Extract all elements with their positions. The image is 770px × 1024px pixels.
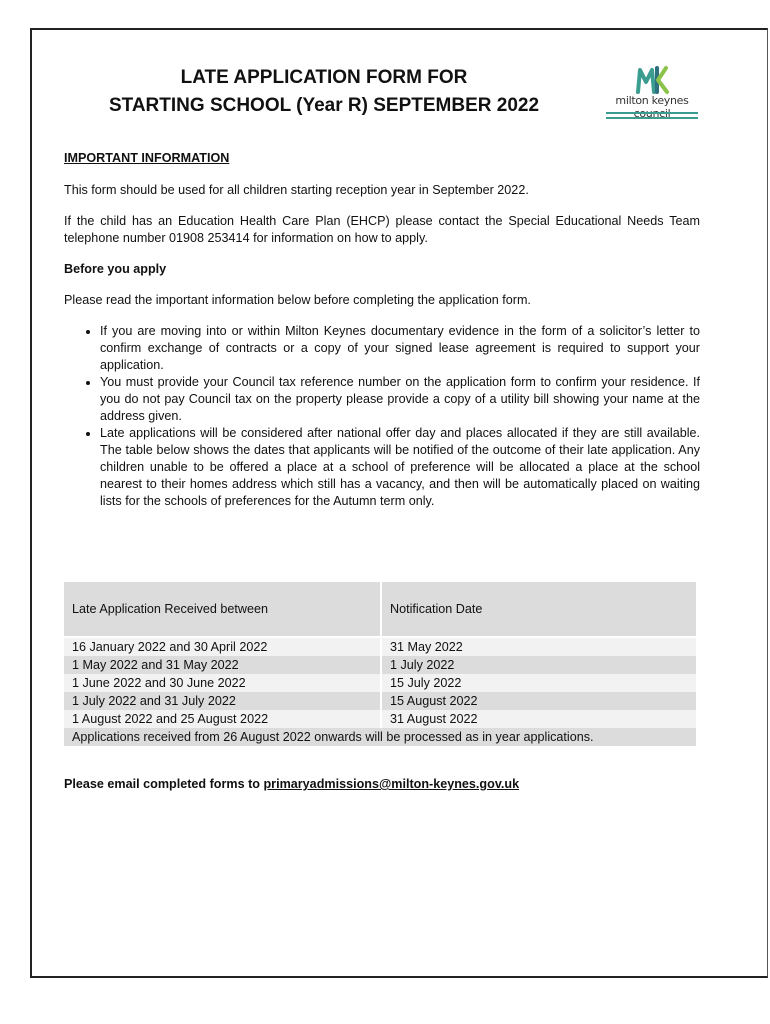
logo-bar-bottom	[606, 117, 698, 119]
notification-dates-table	[62, 580, 698, 746]
mk-logo-mark-icon	[600, 62, 704, 96]
before-intro: Please read the important information below before completing the application form.	[64, 293, 531, 307]
received-cell: 1 June 2022 and 30 June 2022	[63, 674, 381, 692]
table-row	[63, 637, 697, 656]
bullet-list	[64, 323, 700, 510]
table-row	[63, 710, 697, 728]
important-para-2: If the child has an Education Health Care Plan (EHCP) please contact the Special Educational Needs Team telephone number 01908 253414 for information on how to apply.	[64, 214, 700, 245]
notification-cell: 15 August 2022	[381, 692, 697, 710]
received-cell: 1 May 2022 and 31 May 2022	[63, 656, 381, 674]
table-header-row	[63, 581, 697, 637]
email-label: Please email completed forms to	[64, 777, 264, 791]
important-para-1: This form should be used for all children starting reception year in September 2022.	[64, 183, 529, 197]
table-footer-row	[63, 728, 697, 746]
before-heading: Before you apply	[64, 262, 167, 276]
milton-keynes-council-logo	[600, 62, 704, 124]
received-cell: 1 July 2022 and 31 July 2022	[63, 692, 381, 710]
notification-cell: 31 May 2022	[381, 637, 697, 656]
notification-cell: 15 July 2022	[381, 674, 697, 692]
bullet-item: • Late applications will be considered after national offer day and places allocated if they are still available. The table below shows the dates that applicants will be notified of the outcome of their late application. Any children unable to be offered a place at a school of preference will be allocated a place at the school nearest to their homes address which still has a vacancy, and then will be automatically placed on waiting lists for the schools of preferences for the Autumn term only.	[100, 425, 700, 510]
column-header-received: Late Application Received between	[63, 581, 381, 637]
received-cell: 1 August 2022 and 25 August 2022	[63, 710, 381, 728]
bullet-item: • You must provide your Council tax reference number on the application form to confirm your residence. If you do not pay Council tax on the property please provide a copy of a utility bill showing your name at the address given.	[100, 374, 700, 425]
table-footer-note: Applications received from 26 August 2022 onwards will be processed as in year applications.	[63, 728, 697, 746]
title-line-1: LATE APPLICATION FORM FOR	[180, 67, 468, 88]
email-link[interactable]: primaryadmissions@milton-keynes.gov.uk	[263, 777, 520, 791]
page-title	[64, 64, 584, 120]
main-content	[64, 150, 700, 510]
notification-cell: 31 August 2022	[381, 710, 697, 728]
title-line-2: STARTING SCHOOL (Year R) SEPTEMBER 2022	[108, 95, 540, 116]
bullet-item: • If you are moving into or within Milton Keynes documentary evidence in the form of a solicitor’s letter to confirm exchange of contracts or a copy of your signed lease agreement is required to support your application.	[100, 323, 700, 374]
table-row	[63, 656, 697, 674]
table-row	[63, 674, 697, 692]
column-header-notification: Notification Date	[381, 581, 697, 637]
notification-cell: 1 July 2022	[381, 656, 697, 674]
logo-bar-top	[606, 112, 698, 114]
logo-text: milton keynes	[615, 94, 689, 107]
table-row	[63, 692, 697, 710]
important-heading: IMPORTANT INFORMATION	[64, 151, 230, 165]
email-instruction	[64, 777, 519, 791]
received-cell: 16 January 2022 and 30 April 2022	[63, 637, 381, 656]
